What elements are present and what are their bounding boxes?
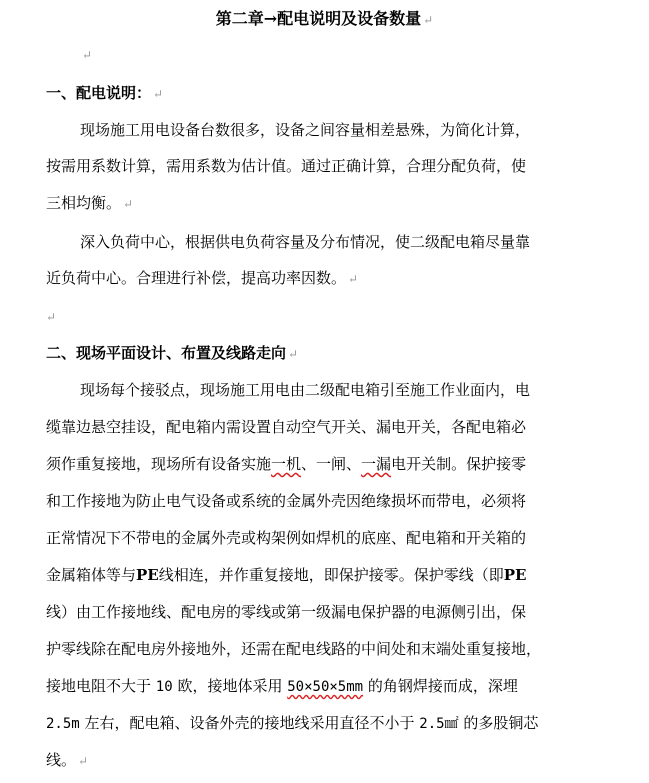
text-span: 须作重复接地，现场所有设备实施: [46, 455, 272, 473]
text-line: 现场每个接驳点，现场施工用电由二级配电箱引至施工作业面内，电: [80, 381, 531, 399]
text-span: 左右，配电箱、设备外壳的接地线采用直径不小于: [84, 714, 415, 732]
text-span: PE: [503, 566, 527, 584]
text-line: [46, 454, 526, 474]
spellcheck-underlined-text: 50×50×5mm: [287, 679, 364, 695]
text-line: 护零线除在配电房外接地外，还需在配电线路的中间处和末端处重复接地，: [46, 640, 542, 658]
text-span: 线。: [46, 751, 77, 769]
text-span: PE: [136, 566, 159, 584]
text-line: 按需用系数计算，需用系数为估计值。通过正确计算，合理分配负荷，使: [46, 157, 527, 175]
text-line: [46, 268, 358, 289]
text-line: [46, 713, 538, 734]
text-line: [46, 565, 526, 585]
paragraph-mark-icon: ↵: [288, 347, 299, 361]
chapter-title: [0, 8, 649, 31]
text-span: 近负荷中心。合理进行补偿，提高功率因数。: [46, 269, 347, 287]
section-heading-1-text: 一、配电说明：: [46, 84, 152, 102]
text-line: 深入负荷中心，根据供电负荷容量及分布情况，使二级配电箱尽量靠: [80, 233, 531, 251]
text-span: 10: [155, 679, 173, 695]
text-span: 接地电阻不大于: [46, 677, 152, 695]
text-span: 2.5㎟: [419, 716, 459, 732]
text-span: 三相均衡。: [46, 194, 122, 212]
text-span: 电开关制。保护接零: [391, 455, 527, 473]
text-line: [46, 676, 518, 697]
paragraph-mark-icon: ↵: [82, 48, 93, 62]
chapter-title-text: 第二章→配电说明及设备数量: [215, 9, 422, 28]
section-heading-2-text: 二、现场平面设计、布置及线路走向: [46, 344, 287, 362]
text-line: 现场施工用电设备台数很多，设备之间容量相差悬殊，为简化计算，: [80, 121, 531, 139]
spellcheck-underlined-text: 一机: [271, 455, 302, 473]
paragraph-mark-icon: ↵: [423, 13, 434, 27]
text-span: 、一闸、: [301, 455, 362, 473]
text-span: 金属箱体等与: [46, 566, 137, 584]
spellcheck-underlined-text: 一漏: [361, 455, 392, 473]
text-line: 和工作接地为防止电气设备或系统的金属外壳因绝缘损坏而带电，必须将: [46, 492, 527, 510]
paragraph-mark-icon: ↵: [78, 754, 89, 768]
paragraph-mark-icon: ↵: [46, 310, 57, 324]
text-line: 缆靠边悬空挂设，配电箱内需设置自动空气开关、漏电开关，各配电箱必: [46, 418, 527, 436]
section-heading-1: [46, 83, 163, 104]
paragraph-mark-icon: ↵: [348, 272, 359, 286]
paragraph-mark-icon: ↵: [123, 197, 134, 211]
text-line: [46, 193, 133, 214]
text-span: 线相连，并作重复接地，即保护接零。保护零线（即: [158, 566, 504, 584]
section-heading-2: [46, 343, 298, 364]
text-span: 欧，接地体采用: [177, 677, 283, 695]
text-span: 2.5m: [46, 716, 80, 732]
text-line: 正常情况下不带电的金属外壳或构架例如焊机的底座、配电箱和开关箱的: [46, 529, 527, 547]
text-line: 线）由工作接地线、配电房的零线或第一级漏电保护器的电源侧引出，保: [46, 603, 527, 621]
text-span: 的多股铜芯: [463, 714, 539, 732]
text-span: 的角钢焊接而成，深埋: [367, 677, 518, 695]
paragraph-mark-icon: ↵: [153, 87, 164, 101]
text-line: [46, 750, 88, 771]
